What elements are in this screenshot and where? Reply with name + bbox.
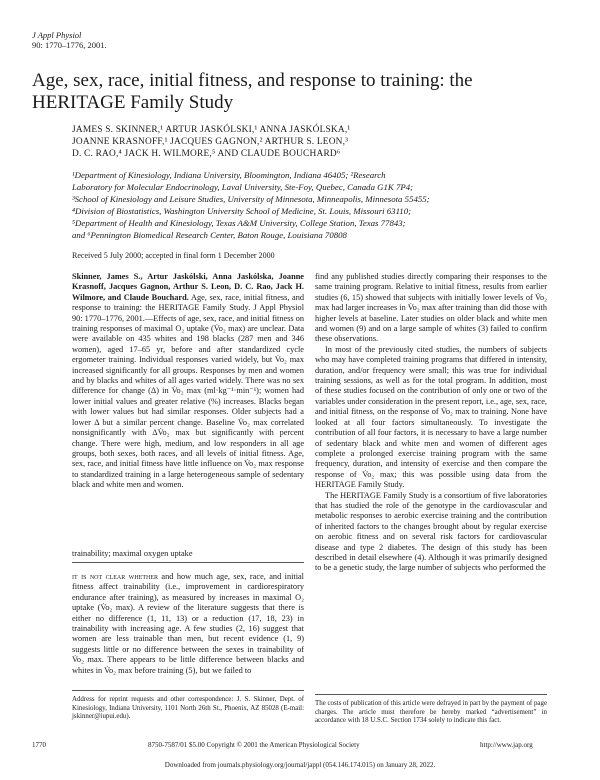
abstract-body: Age, sex, race, initial fitness, and response to training: the HERITAGE Family Study. J Appl Physiol 90: 1770–1776, 2001.—Effects of age, sex, race, and initial fitness on training responses of maximal O₂ uptake (V̇o₂ max) are unclear. Data were available on 435 whites and 198 blacks (287 men and 346 women), aged 17–65 yr, before and after standardized cycle ergometer training. Individual responses varied widely, but V̇o₂ max increased significantly for all groups. Responses by men and women and by blacks and whites of all ages varied widely. There was no sex difference for change (Δ) in V̇o₂ max (ml·kg⁻¹·min⁻¹); women had lower initial values and greater relative (%) increases. Blacks began with lower values but had similar responses. Older subjects had a lower Δ but a similar percent change. Baseline V̇o₂ max correlated nonsignificantly with ΔV̇o₂ max but significantly with percent change. There were high, medium, and low responders in all age groups, both sexes, both races, and all levels of initial fitness. Age, sex, race, and initial fitness have little influence on V̇o₂ max response to standardized training in a large heterogeneous sample of sedentary black and white men and women. xyxy=(72,292,304,490)
affiliation-line: ³School of Kinesiology and Leisure Studies, University of Minnesota, Minneapolis, Minnesota 55455; xyxy=(72,194,430,204)
author-line: JAMES S. SKINNER,¹ ARTUR JASKÓLSKI,¹ ANNA JASKÓLSKA,¹ xyxy=(72,125,351,135)
journal-url[interactable]: http://www.jap.org xyxy=(480,741,533,749)
affiliation-line: ⁵Department of Health and Kinesiology, Texas A&M University, College Station, Texas 77843; xyxy=(72,218,406,228)
intro-paragraph: and how much age, sex, race, and initial fitness affect trainability (i.e., improvement in cardiorespiratory endurance after training), as measured by increases in maximal O₂ uptake (V̇o₂ max). A review of the literature suggests that there is either no difference (1, 11, 13) or a reduction (17, 18, 23) in trainability with increasing age. A few studies (2, 16) suggest that women are less trainable than men, but recent evidence (1, 9) suggests little or no difference between the sexes in trainability of V̇o₂ max. There appears to be little difference between blacks and whites in V̇o₂ max before training (5), but we failed to xyxy=(72,572,304,675)
footnote-divider xyxy=(315,694,547,695)
affiliation-line: Laboratory for Molecular Endocrinology, Laval University, Ste-Foy, Quebec, Canada G1K 7P4; xyxy=(72,182,414,192)
abstract xyxy=(72,272,304,491)
journal-name: J Appl Physiol xyxy=(32,30,82,40)
download-notice: Downloaded from journals.physiology.org/journal/jappl (054.146.174.015) on January 28, 2022. xyxy=(164,761,436,769)
paragraph: In most of the previously cited studies, the numbers of subjects who may have completed training programs that differed in intensity, duration, and/or frequency were small; this was true for individual training sessions, as well as for the total program. In addition, most of these studies focused on the contribution of only one or two of the variables under consideration in the present report, i.e., age, sex, race, and initial fitness, on the response of V̇o₂ max to training. None have looked at all four factors simultaneously. To investigate the contribution of all four factors, it is necessary to have a large number of sedentary black and white men and women of different ages complete a prolonged exercise training program with the same frequency, duration, and intensity of exercise and then compare the response of V̇o₂ max; this was possible using data from the HERITAGE Family Study. xyxy=(315,344,547,490)
section-divider xyxy=(72,562,304,563)
affiliation-line: ⁴Division of Biostatistics, Washington University School of Medicine, St. Louis, Missouri 63110; xyxy=(72,206,412,216)
paragraph: The HERITAGE Family Study is a consortium of five laboratories that has studied the role of the genotype in the cardiovascular and metabolic responses to aerobic exercise training and the contribution of inherited factors to the changes brought about by regular exercise on aerobic fitness and on several risk factors for cardiovascular disease and type 2 diabetes. The design of this study has been described in detail elsewhere (4). Although it was primarily designed to be a genetic study, the large number of subjects who performed the xyxy=(315,490,547,573)
correspondence-footnote: Address for reprint requests and other correspondence: J. S. Skinner, Dept. of Kinesiology, Indiana University, 1101 North 26th St., Phoenix, AZ 85028 (E-mail: jskinner@iupui.edu). xyxy=(72,696,304,721)
publication-cost-footnote: The costs of publication of this article were defrayed in part by the payment of page charges. The article must therefore be hereby marked “advertisement” in accordance with 18 U.S.C. Section 1734 solely to indicate this fact. xyxy=(315,700,547,725)
issn-copyright: 8750-7587/01 $5.00 Copyright © 2001 the American Physiological Society xyxy=(148,741,360,749)
right-column xyxy=(315,272,547,574)
journal-citation: 90: 1770–1776, 2001. xyxy=(32,40,107,50)
journal-header xyxy=(32,30,107,50)
author-line: JOANNE KRASNOFF,¹ JACQUES GAGNON,² ARTHUR S. LEON,³ xyxy=(72,137,349,147)
paragraph: find any published studies directly comparing their responses to the same training program. Relative to initial fitness, results from earlier studies (6, 15) showed that subjects with initially lower levels of V̇o₂ max had larger increases in V̇o₂ max after training than did those with higher levels at baseline. Later studies on older black and white men and women (9) and on a large sample of whites (3) failed to confirm these observations. xyxy=(315,272,547,344)
page-number: 1770 xyxy=(32,741,46,749)
footnote-divider xyxy=(72,690,304,691)
introduction xyxy=(72,572,304,676)
received-dates: Received 5 July 2000; accepted in final form 1 December 2000 xyxy=(72,251,275,260)
affiliation-line: and ⁶Pennington Biomedical Research Center, Baton Rouge, Louisiana 70808 xyxy=(72,230,347,240)
article-title: Age, sex, race, initial fitness, and response to training: the HERITAGE Family Study xyxy=(32,70,473,113)
abstract-authors: Skinner, James S., Artur Jaskólski, Anna Jaskólska, Joanne Krasnoff, Jacques Gagnon, Arthur S. Leon, D. C. Rao, Jack H. Wilmore, and Claude Bouchard. xyxy=(72,272,304,302)
keywords: trainability; maximal oxygen uptake xyxy=(72,549,193,558)
intro-lead: it is not clear whether xyxy=(72,572,158,581)
author-line: D. C. RAO,⁴ JACK H. WILMORE,⁵ AND CLAUDE BOUCHARD⁶ xyxy=(72,149,341,159)
affiliation-line: ¹Department of Kinesiology, Indiana University, Bloomington, Indiana 46405; ²Research xyxy=(72,170,386,180)
affiliations xyxy=(72,169,552,241)
author-list xyxy=(72,124,542,160)
